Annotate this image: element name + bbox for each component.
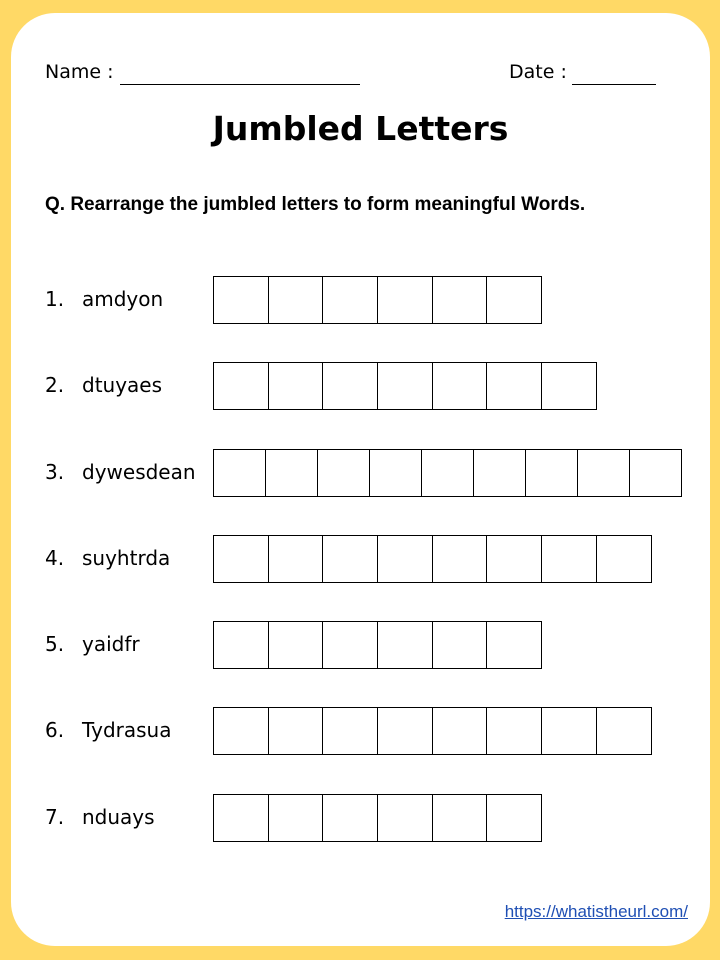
letter-box[interactable] [214, 622, 269, 669]
letter-box[interactable] [323, 536, 378, 583]
letter-box[interactable] [323, 708, 378, 755]
letter-box[interactable] [214, 363, 269, 410]
letter-box[interactable] [378, 622, 433, 669]
letter-box[interactable] [214, 536, 269, 583]
jumbled-word: dywesdean [82, 460, 196, 484]
letter-box[interactable] [487, 363, 542, 410]
letter-box[interactable] [542, 708, 597, 755]
answer-box-row [213, 621, 542, 669]
worksheet-page [11, 13, 710, 946]
jumbled-word: amdyon [82, 287, 164, 311]
letter-box[interactable] [433, 363, 488, 410]
letter-box[interactable] [269, 363, 324, 410]
letter-box[interactable] [474, 450, 526, 497]
letter-box[interactable] [269, 277, 324, 324]
jumbled-word: suyhtrda [82, 546, 171, 570]
letter-box[interactable] [487, 795, 542, 842]
letter-box[interactable] [542, 363, 597, 410]
jumbled-word: yaidfr [82, 632, 140, 656]
item-number: 1. [45, 287, 65, 311]
letter-box[interactable] [378, 795, 433, 842]
answer-box-row [213, 276, 542, 324]
letter-box[interactable] [487, 708, 542, 755]
letter-box[interactable] [487, 277, 542, 324]
letter-box[interactable] [269, 708, 324, 755]
letter-box[interactable] [269, 795, 324, 842]
letter-box[interactable] [214, 450, 266, 497]
jumbled-word: Tydrasua [82, 718, 172, 742]
letter-box[interactable] [422, 450, 474, 497]
item-number: 6. [45, 718, 65, 742]
answer-box-row [213, 535, 652, 583]
letter-box[interactable] [370, 450, 422, 497]
letter-box[interactable] [433, 536, 488, 583]
jumbled-word: nduays [82, 805, 155, 829]
answer-box-row [213, 362, 597, 410]
letter-box[interactable] [542, 536, 597, 583]
letter-box[interactable] [630, 450, 682, 497]
date-label: Date : [509, 61, 567, 83]
letter-box[interactable] [269, 536, 324, 583]
letter-box[interactable] [378, 277, 433, 324]
letter-box[interactable] [433, 277, 488, 324]
letter-box[interactable] [378, 363, 433, 410]
page-title: Jumbled Letters [212, 109, 509, 148]
item-number: 3. [45, 460, 65, 484]
letter-box[interactable] [578, 450, 630, 497]
letter-box[interactable] [266, 450, 318, 497]
letter-box[interactable] [318, 450, 370, 497]
question-instruction: Q. Rearrange the jumbled letters to form meaningful Words. [45, 194, 586, 215]
letter-box[interactable] [323, 277, 378, 324]
source-link[interactable]: https://whatistheurl.com/ [504, 902, 688, 921]
answer-box-row [213, 794, 542, 842]
letter-box[interactable] [597, 536, 652, 583]
letter-box[interactable] [214, 795, 269, 842]
letter-box[interactable] [433, 622, 488, 669]
answer-box-row [213, 707, 652, 755]
jumbled-word: dtuyaes [82, 373, 163, 397]
letter-box[interactable] [378, 708, 433, 755]
item-number: 7. [45, 805, 65, 829]
answer-box-row [213, 449, 682, 497]
letter-box[interactable] [526, 450, 578, 497]
letter-box[interactable] [323, 795, 378, 842]
item-number: 5. [45, 632, 65, 656]
letter-box[interactable] [214, 277, 269, 324]
letter-box[interactable] [323, 363, 378, 410]
name-label: Name : [45, 61, 114, 83]
letter-box[interactable] [323, 622, 378, 669]
item-number: 4. [45, 546, 65, 570]
letter-box[interactable] [487, 536, 542, 583]
letter-box[interactable] [214, 708, 269, 755]
item-number: 2. [45, 373, 65, 397]
name-field-line[interactable] [120, 84, 360, 85]
letter-box[interactable] [269, 622, 324, 669]
letter-box[interactable] [378, 536, 433, 583]
letter-box[interactable] [433, 795, 488, 842]
letter-box[interactable] [487, 622, 542, 669]
letter-box[interactable] [597, 708, 652, 755]
date-field-line[interactable] [572, 84, 656, 85]
letter-box[interactable] [433, 708, 488, 755]
